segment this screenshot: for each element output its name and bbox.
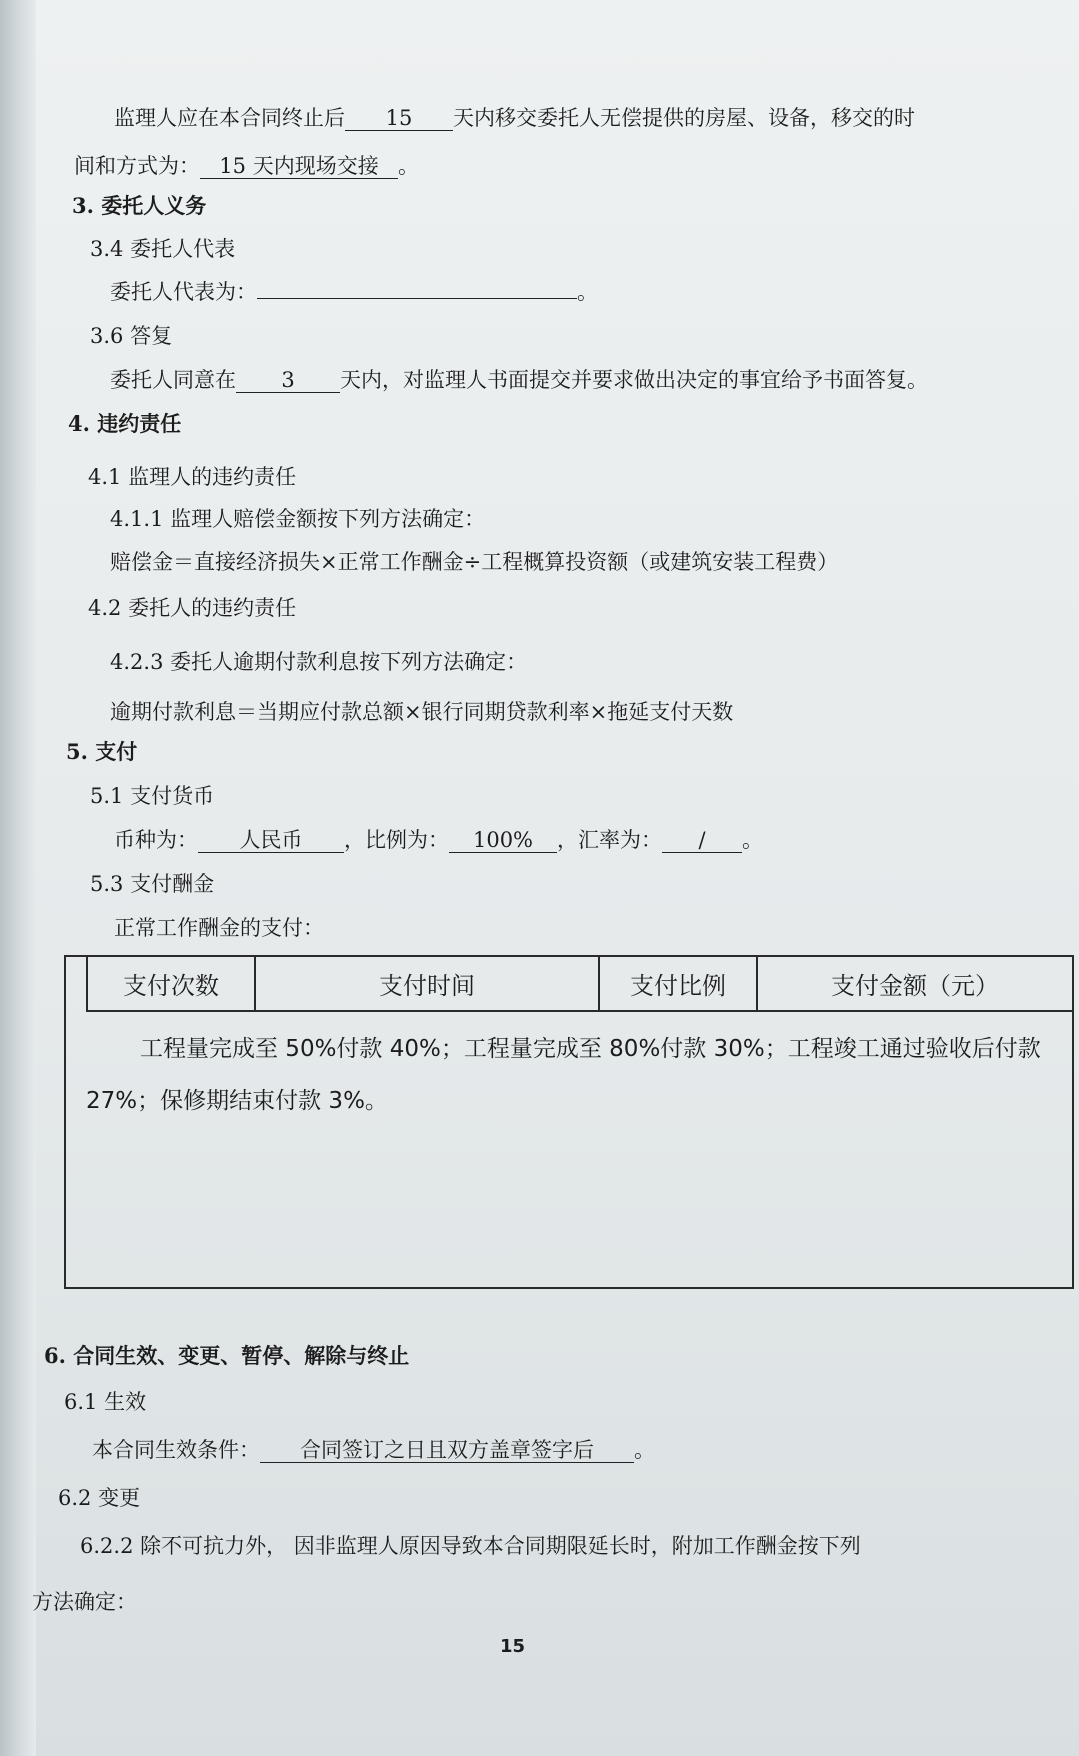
currency-field: 人民币 <box>198 828 344 853</box>
rate-label: ，汇率为： <box>557 828 662 852</box>
rep-line <box>110 278 598 306</box>
currency-label: 币种为： <box>114 828 198 852</box>
section-4-1-title: 4.1 监理人的违约责任 <box>88 465 297 489</box>
handover-line-2 <box>74 152 419 180</box>
handover-text-b: 天内移交委托人无偿提供的房屋、设备，移交的时 <box>453 106 915 130</box>
rep-end: 。 <box>577 280 598 304</box>
section-4-2-3: 4.2.3 委托人逾期付款利息按下列方法确定： <box>110 650 528 674</box>
section-3-title: 3. 委托人义务 <box>72 193 207 218</box>
rep-field <box>257 298 577 299</box>
section-4-2-title: 4.2 委托人的违约责任 <box>88 596 297 620</box>
effect-end: 。 <box>634 1438 655 1462</box>
section-3-6-title: 3.6 答复 <box>90 324 173 348</box>
reply-line <box>110 366 928 394</box>
ratio-label: ，比例为： <box>344 828 449 852</box>
handover-line-1 <box>114 104 915 132</box>
payment-table-body: 工程量完成至 50%付款 40%；工程量完成至 80%付款 30%；工程竣工通过验收后付款 27%；保修期结束付款 3%。 <box>86 1036 1041 1114</box>
effect-label: 本合同生效条件： <box>92 1438 260 1462</box>
ratio-field: 100% <box>449 828 557 853</box>
currency-end: 。 <box>742 828 763 852</box>
interest-formula: 逾期付款利息＝当期应付款总额×银行同期贷款利率×拖延支付天数 <box>110 700 734 724</box>
effect-field: 合同签订之日且双方盖章签字后 <box>260 1438 634 1463</box>
handover-method-field: 15 天内现场交接 <box>200 154 398 179</box>
header-pay-ratio: 支付比例 <box>598 957 756 1010</box>
section-4-1-1: 4.1.1 监理人赔偿金额按下列方法确定： <box>110 507 486 531</box>
section-3-4-title: 3.4 委托人代表 <box>90 237 236 261</box>
section-6-2-2: 6.2.2 除不可抗力外， 因非监理人原因导致本合同期限延长时，附加工作酬金按下列 <box>80 1534 861 1558</box>
rate-field: / <box>662 828 742 853</box>
section-4-title: 4. 违约责任 <box>68 411 182 436</box>
section-5-3-title: 5.3 支付酬金 <box>90 872 215 896</box>
reply-text-b: 天内，对监理人书面提交并要求做出决定的事宜给予书面答复。 <box>340 368 928 392</box>
header-pay-count: 支付次数 <box>86 957 254 1010</box>
reply-text-a: 委托人同意在 <box>110 368 236 392</box>
section-6-1-title: 6.1 生效 <box>64 1390 147 1414</box>
compensation-formula: 赔偿金＝直接经济损失×正常工作酬金÷工程概算投资额（或建筑安装工程费） <box>110 550 839 574</box>
section-6-2-title: 6.2 变更 <box>58 1486 141 1510</box>
section-5-title: 5. 支付 <box>66 739 138 764</box>
rep-label: 委托人代表为： <box>110 280 257 304</box>
section-5-1-title: 5.1 支付货币 <box>90 784 215 808</box>
handover-text-d: 。 <box>398 154 419 178</box>
section-6-title: 6. 合同生效、变更、暂停、解除与终止 <box>44 1343 410 1368</box>
header-pay-amount: 支付金额（元） <box>756 957 1072 1010</box>
normal-pay-label: 正常工作酬金的支付： <box>114 916 324 940</box>
handover-text-c: 间和方式为： <box>74 154 200 178</box>
reply-days-field: 3 <box>236 368 340 393</box>
payment-table <box>64 955 1074 1289</box>
section-6-2-2-cont: 方法确定： <box>32 1590 137 1614</box>
payment-table-header <box>86 957 1072 1012</box>
page-number: 15 <box>500 1636 526 1657</box>
currency-line <box>114 826 763 854</box>
header-pay-time: 支付时间 <box>254 957 598 1010</box>
effect-line <box>92 1436 655 1464</box>
handover-days-field: 15 <box>345 106 453 131</box>
handover-text-a: 监理人应在本合同终止后 <box>114 106 345 130</box>
